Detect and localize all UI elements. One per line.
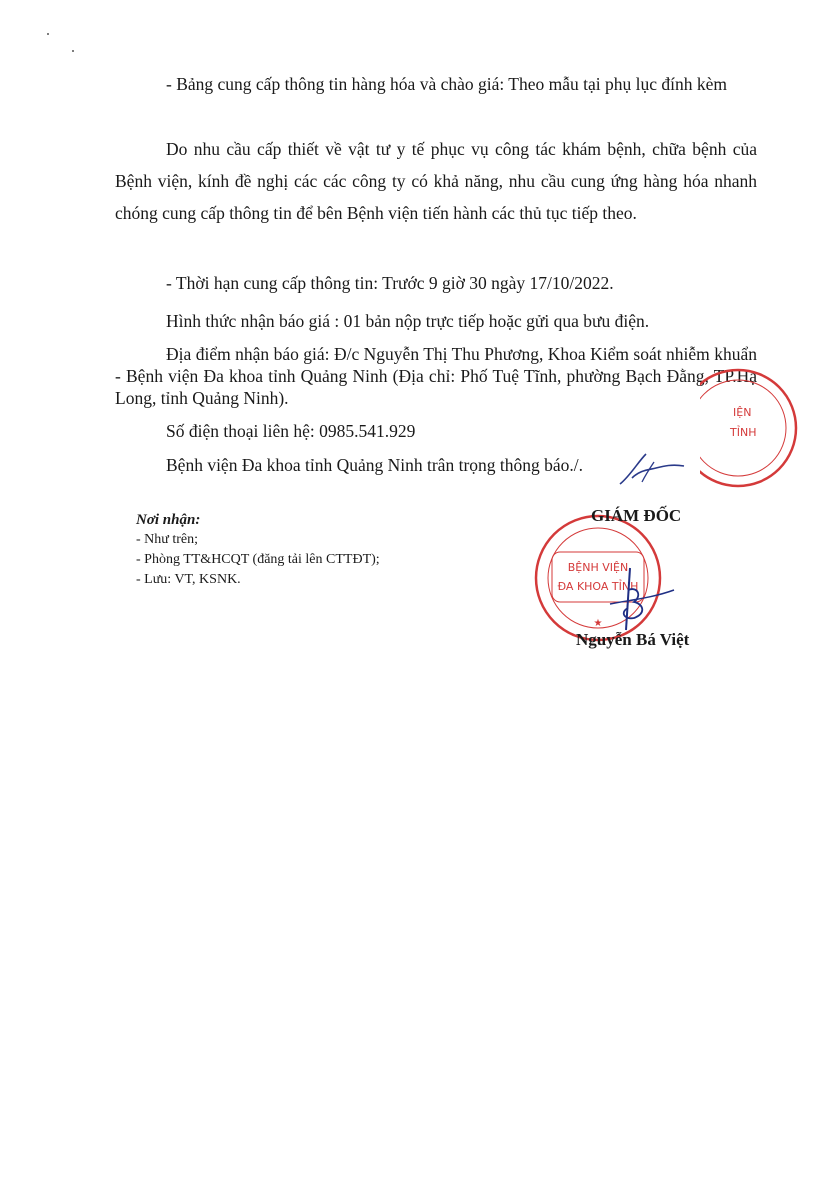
recipient-item: - Lưu: VT, KSNK. [136,572,241,587]
recipients-block [136,510,380,590]
hospital-stamp-icon [528,510,668,650]
paragraph-location: Địa điểm nhận báo giá: Đ/c Nguyễn Thị Thu Phương, Khoa Kiểm soát nhiễm khuẩn - Bệnh viện Đa khoa tỉnh Quảng Ninh (Địa chỉ: Phố Tuệ Tĩnh, phường Bạch Đằng, TP.Hạ Long, tỉnh Quảng Ninh). [115,344,757,408]
recipient-item: - Phòng TT&HCQT (đăng tải lên CTTĐT); [136,552,380,567]
paragraph-price-form: - Bảng cung cấp thông tin hàng hóa và chào giá: Theo mẫu tại phụ lục đính kèm [166,74,727,94]
recipients-heading: Nơi nhận: [136,512,201,528]
stamp-line-1: BỆNH VIỆN [567,561,629,574]
scan-speck [72,50,74,52]
deadline-line: - Thời hạn cung cấp thông tin: Trước 9 giờ 30 ngày 17/10/2022. [166,273,614,293]
partial-stamp-text-1: IỆN [733,406,752,419]
recipient-item: - Như trên; [136,532,199,547]
closing-line: Bệnh viện Đa khoa tỉnh Quảng Ninh trân trọng thông báo./. [166,455,584,475]
paragraph-request: Do nhu cầu cấp thiết về vật tư y tế phục vụ công tác khám bệnh, chữa bệnh của Bệnh viện, kính đề nghị các các công ty có khả năng, nhu cầu cung ứng hàng hóa nhanh chóng cung cấp thông tin để bên Bệnh viện tiến hành các thủ tục tiếp theo. [115,139,757,223]
receipt-method-line: Hình thức nhận báo giá : 01 bản nộp trực tiếp hoặc gửi qua bưu điện. [166,311,650,331]
initial-signature-icon [612,448,692,493]
stamp-star: ★ [593,618,603,629]
partial-stamp-text-2: TỈNH [730,426,757,439]
signature-title: GIÁM ĐỐC [591,506,682,525]
stamp-line-2: ĐA KHOA TỈNH [557,580,639,593]
scan-speck [47,33,49,35]
signer-name: Nguyễn Bá Việt [576,630,690,649]
phone-line: Số điện thoại liên hệ: 0985.541.929 [166,421,416,441]
handwritten-signature-icon [590,560,680,640]
